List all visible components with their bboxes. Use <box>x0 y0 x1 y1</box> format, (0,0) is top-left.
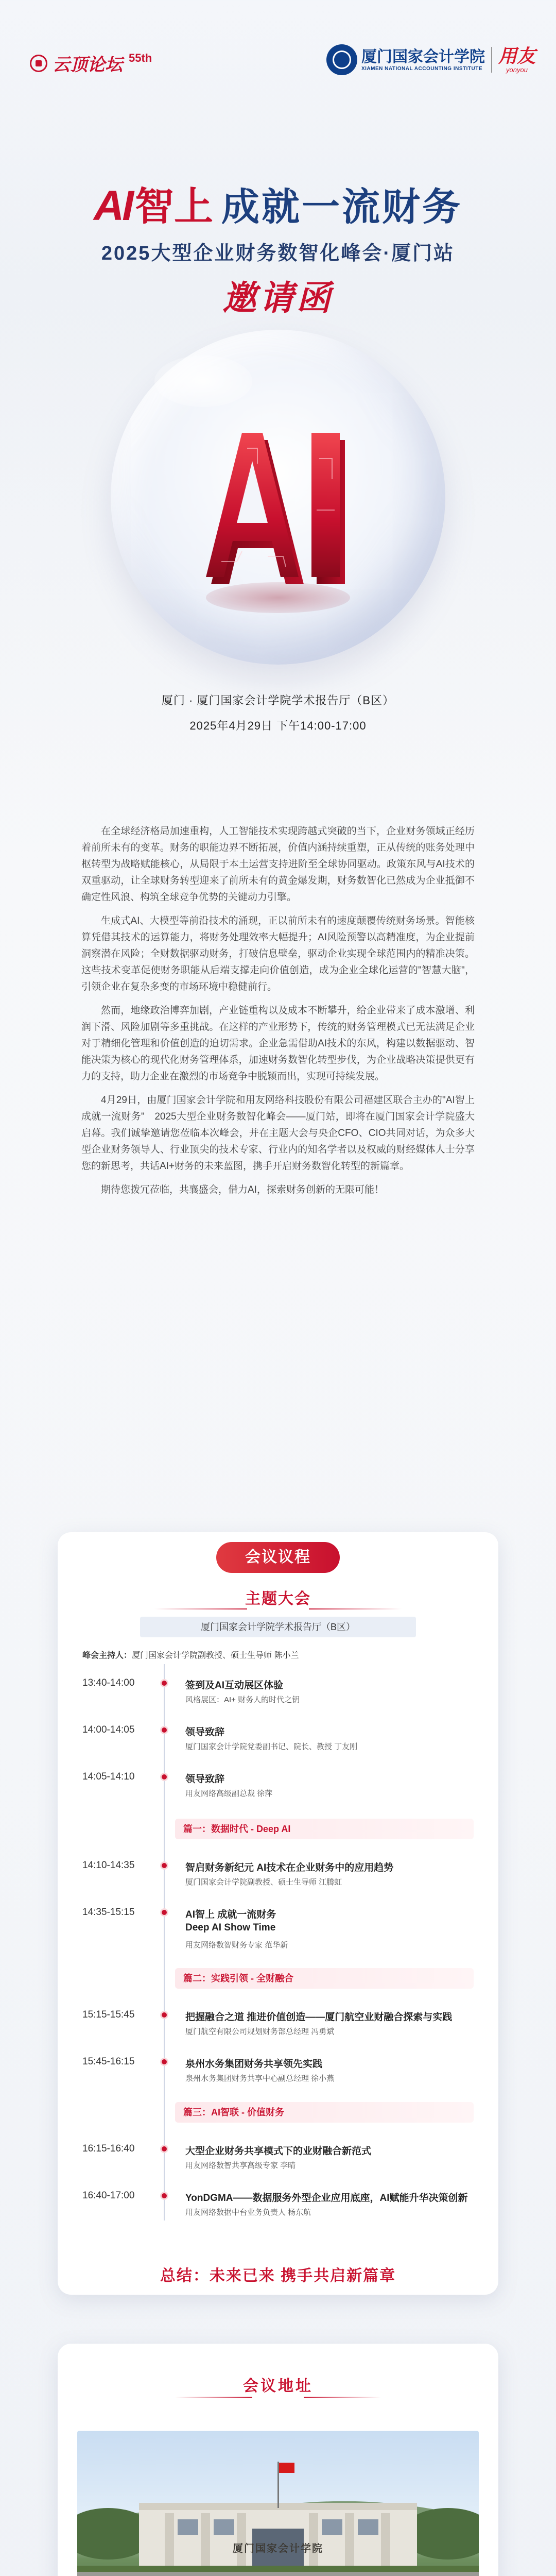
building-sign: 厦门国家会计学院 <box>233 2543 323 2554</box>
yonyou-english: yonyou <box>506 65 528 74</box>
heading-divider <box>154 1608 247 1609</box>
agenda-subtitle: Deep AI Show Time <box>185 1922 276 1933</box>
agenda-venue: 厦门国家会计学院学术报告厅（B区） <box>140 1617 416 1637</box>
intro-paragraph: 期待您拨冗莅临，共襄盛会，借力AI，探索财务创新的无限可能！ <box>101 1184 384 1195</box>
agenda-time: 14:05-14:10 <box>82 1771 135 1782</box>
xnai-english-name: XIAMEN NATIONAL ACCOUNTING INSTITUTE <box>361 65 483 72</box>
intro-paragraph: 4月29日，由厦门国家会计学院和用友网络科技股份有限公司福建区联合主办的"AI智上成就一流财务" 2025大型企业财务数智化峰会——厦门站，即将在厦门国家会计学院盛大启幕。我们诚挚邀请您莅临本次峰会，并在主题大会与央企CFO、CIO共同对话，为众多大型企业财务领导人、行业顶尖的技术专家、行业内的知名学者以及权威的财经媒体人士分享您的新思考，共话AI+财务的未来蓝图，携手开启财务数智化转型的新篇章。 <box>81 1095 475 1172</box>
venue-heading: 会议地址 <box>243 2378 313 2395</box>
agenda-time: 15:15-15:45 <box>82 2009 135 2020</box>
timeline-dot <box>160 1908 168 1917</box>
timeline-dot <box>160 1773 168 1781</box>
agenda-speaker: 厦门国家会计学院党委副书记、院长、教授 丁友刚 <box>185 1742 358 1751</box>
agenda-title: AI智上 成就一流财务 <box>185 1909 276 1920</box>
agenda-speaker: 泉州水务集团财务共享中心副总经理 徐小燕 <box>185 2074 335 2083</box>
host-line <box>82 1649 299 1660</box>
agenda-time: 16:15-16:40 <box>82 2143 135 2154</box>
venue-photo <box>77 2431 479 2576</box>
invitation-body <box>81 823 475 1206</box>
forum-brand-text: 云顶论坛 <box>53 55 123 75</box>
plenary-heading: 主题大会 <box>245 1590 311 1607</box>
ai-shadow <box>206 582 350 613</box>
agenda-time: 14:35-15:15 <box>82 1907 135 1918</box>
heading-divider <box>175 2397 252 2398</box>
agenda-speaker: 用友网络高级副总裁 徐萍 <box>185 1789 273 1798</box>
heading-divider <box>304 2397 381 2398</box>
closing-line: 总结：未来已来 携手共启新篇章 <box>160 2267 396 2284</box>
organizer-logos <box>326 44 535 75</box>
agenda-speaker: 厦门国家会计学院副教授、硕士生导师 江腾虹 <box>185 1878 342 1887</box>
timeline-dot <box>160 2011 168 2019</box>
agenda-speaker: 用友网络数智财务专家 范华新 <box>185 1941 288 1950</box>
title-slogan: 成就一流财务 <box>221 185 462 228</box>
page-title <box>0 175 556 231</box>
agenda-speaker: 用友网络数智共享高级专家 李晴 <box>185 2161 296 2170</box>
agenda-badge: 会议议程 <box>216 1542 340 1573</box>
timeline-dot <box>160 2192 168 2200</box>
agenda-timeline <box>164 1664 165 2221</box>
agenda-speaker: 风格展区：AI+ 财务人的时代之钥 <box>185 1696 300 1704</box>
logo-divider <box>491 47 492 73</box>
forum-edition: 55th <box>129 51 152 64</box>
event-time: 2025年4月29日 下午14:00-17:00 <box>189 719 367 732</box>
timeline-dot <box>160 1679 168 1687</box>
host-label: 峰会主持人： <box>82 1651 132 1660</box>
title-ai: AI <box>94 182 132 229</box>
agenda-title: 大型企业财务共享模式下的业财融合新范式 <box>185 2146 372 2157</box>
title-zhishang: 智上 <box>135 185 213 229</box>
heading-divider <box>309 1608 402 1609</box>
agenda-title: 把握融合之道 推进价值创造——厦门航空业财融合探索与实践 <box>185 2012 453 2023</box>
yunding-forum-logo <box>30 50 152 76</box>
agenda-time: 13:40-14:00 <box>82 1677 135 1688</box>
session-bar: 篇三：AI智联 - 价值财务 <box>175 2102 474 2123</box>
invitation-heading: 邀请函 <box>222 278 334 318</box>
timeline-dot <box>160 1726 168 1734</box>
agenda-speaker: 厦门航空有限公司规划财务部总经理 冯勇斌 <box>185 2027 335 2036</box>
xnai-emblem-icon <box>326 44 357 75</box>
agenda-title: YonDGMA——数据服务外型企业应用底座，AI赋能升华决策创新 <box>185 2193 468 2204</box>
timeline-dot <box>160 2145 168 2153</box>
agenda-time: 15:45-16:15 <box>82 2056 135 2067</box>
page-subtitle: 2025大型企业财务数智化峰会·厦门站 <box>101 243 455 264</box>
timeline-dot <box>160 1861 168 1870</box>
intro-paragraph: 然而，地缘政治博弈加剧，产业链重构以及成本不断攀升，给企业带来了成本激增、利润下滑、风险加剧等多重挑战。在这样的产业形势下，传统的财务管理模式已无法满足企业对于精细化管理和价值创造的迫切需求。企业急需借助AI技术的东风，构建以数据驱动、智能决策为核心的现代化财务管理体系，加速财务数智化转型步伐，为企业战略决策提供更有力的支持，助力企业在激烈的市场竞争中脱颖而出，实现可持续发展。 <box>81 1005 475 1082</box>
agenda-title: 领导致辞 <box>185 1727 225 1738</box>
agenda-time: 14:10-14:35 <box>82 1860 135 1871</box>
yonyou-logo: 用友 <box>498 45 535 66</box>
agenda-title: 领导致辞 <box>185 1774 225 1785</box>
agenda-title: 签到及AI互动展区体验 <box>185 1680 284 1691</box>
host-name: 厦门国家会计学院副教授、硕士生导师 陈小兰 <box>132 1651 299 1660</box>
ai-3d-icon <box>185 397 371 603</box>
agenda-speaker: 用友网络数据中台业务负责人 杨东航 <box>185 2208 311 2217</box>
agenda-time: 16:40-17:00 <box>82 2190 135 2201</box>
event-place: 厦门 · 厦门国家会计学院学术报告厅（B区） <box>161 694 395 707</box>
xnai-name: 厦门国家会计学院 <box>361 47 485 66</box>
intro-paragraph: 生成式AI、大模型等前沿技术的涌现，正以前所未有的速度颠覆传统财务场景。智能核算凭借其技术的运算能力，将财务处理效率大幅提升；AI风险预警以高精准度，为企业提前洞察潜在风险；全财数据驱动财务，打破信息壁垒，驱动企业实现全球范围内的精准决策。这些技术变革促使财务职能从后端支撑走向价值创造，成为企业全球化运营的"智慧大脑"，引领企业在复杂多变的市场环境中稳健前行。 <box>81 916 475 992</box>
timeline-dot <box>160 2058 168 2066</box>
intro-paragraph: 在全球经济格局加速重构，人工智能技术实现跨越式突破的当下，企业财务领域正经历着前所未有的变革。财务的职能边界不断拓展，价值内涵持续重塑，正从传统的账务处理中枢转型为战略赋能核心，从局限于本土运营支持进阶至全球协同驱动。政策东风与AI技术的双重驱动，让全球财务转型迎来了前所未有的黄金爆发期，财务数智化已然成为企业抵御不确定性风浪、构筑全球竞争优势的关键动力引擎。 <box>81 826 475 903</box>
session-bar: 篇二：实践引领 - 全财融合 <box>175 1968 474 1989</box>
session-bar: 篇一：数据时代 - Deep AI <box>175 1819 474 1839</box>
forum-emblem-icon <box>30 55 47 72</box>
agenda-title: 泉州水务集团财务共享领先实践 <box>185 2059 323 2070</box>
agenda-title: 智启财务新纪元 AI技术在企业财务中的应用趋势 <box>185 1862 394 1873</box>
agenda-time: 14:00-14:05 <box>82 1724 135 1735</box>
